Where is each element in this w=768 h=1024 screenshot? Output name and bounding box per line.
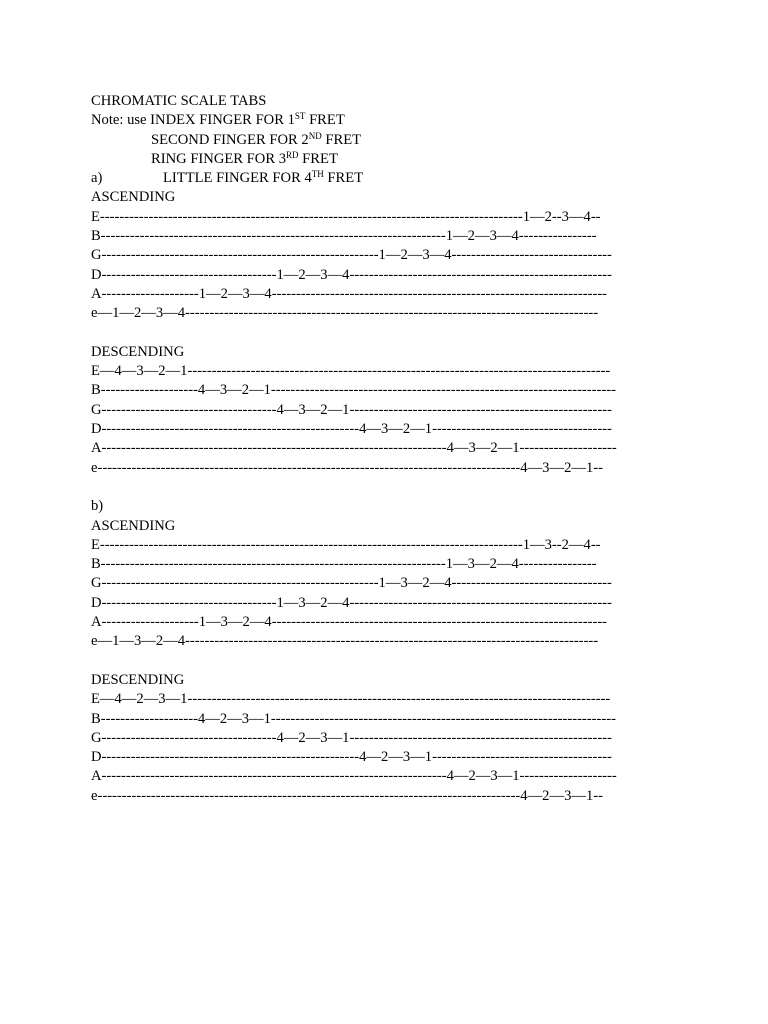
tab-line: D------------------------------------1—3—2—4------------------------------------------------------: [91, 594, 612, 611]
note-suffix: FRET: [321, 131, 362, 148]
tab-line: E---------------------------------------------------------------------------------------1—3--2—4--: [91, 536, 601, 553]
section-heading-descending: DESCENDING: [91, 671, 185, 688]
note-superscript: ST: [294, 111, 306, 122]
tab-line: E—4—2—3—1---------------------------------------------------------------------------------------: [91, 691, 611, 708]
tab-line: G---------------------------------------------------------1—3—2—4---------------------------------: [91, 575, 612, 592]
section-a-label: a): [91, 170, 103, 187]
tab-line: e---------------------------------------------------------------------------------------4—2—3—1--: [91, 787, 603, 804]
note-superscript: RD: [286, 149, 299, 160]
note-line-4: [91, 169, 761, 188]
note-text: RING FINGER FOR 3: [151, 150, 287, 167]
note-suffix: FRET: [298, 150, 338, 167]
tab-line: D-----------------------------------------------------4—3—2—1-------------------------------------: [91, 421, 612, 438]
tab-line: G------------------------------------4—2—3—1------------------------------------------------------: [91, 729, 612, 746]
section-heading-descending: DESCENDING: [91, 343, 185, 360]
document-body: [91, 92, 761, 806]
tab-line: B--------------------4—3—2—1-----------------------------------------------------------------------: [91, 382, 616, 399]
note-suffix: FRET: [305, 112, 345, 129]
tab-line: e—1—3—2—4-------------------------------------------------------------------------------------: [91, 633, 599, 650]
tab-line: B--------------------4—2—3—1-----------------------------------------------------------------------: [91, 710, 616, 727]
tab-line: B-----------------------------------------------------------------------1—3—2—4----------------: [91, 556, 597, 573]
spacer: [91, 324, 761, 343]
note-superscript: TH: [311, 169, 324, 180]
note-text: SECOND FINGER FOR 2: [151, 131, 309, 148]
note-line-2: [91, 131, 761, 150]
tab-line: e---------------------------------------------------------------------------------------4—3—2—1--: [91, 459, 603, 476]
note-superscript: ND: [308, 130, 322, 141]
note-line-1: [91, 111, 761, 130]
page-title: CHROMATIC SCALE TABS: [91, 93, 267, 109]
note-text: LITTLE FINGER FOR 4: [163, 170, 312, 187]
tab-line: A-----------------------------------------------------------------------4—3—2—1--------------------: [91, 440, 617, 457]
tab-line: B-----------------------------------------------------------------------1—2—3—4----------------: [91, 228, 597, 245]
tab-line: E---------------------------------------------------------------------------------------1—2--3—4--: [91, 208, 601, 225]
tab-line: E—4—3—2—1---------------------------------------------------------------------------------------: [91, 363, 611, 380]
section-heading-ascending: ASCENDING: [91, 189, 176, 206]
tab-line: D------------------------------------1—2—3—4------------------------------------------------------: [91, 266, 612, 283]
spacer: [91, 478, 761, 497]
section-heading-ascending: ASCENDING: [91, 517, 176, 534]
note-line-3: [91, 150, 761, 169]
tab-line: G------------------------------------4—3—2—1------------------------------------------------------: [91, 401, 612, 418]
section-b-label: b): [91, 498, 104, 515]
tab-line: A--------------------1—3—2—4---------------------------------------------------------------------: [91, 614, 608, 631]
tab-line: A-----------------------------------------------------------------------4—2—3—1--------------------: [91, 768, 617, 785]
note-text: Note: use INDEX FINGER FOR 1: [91, 112, 295, 129]
spacer: [91, 652, 761, 671]
tab-line: G---------------------------------------------------------1—2—3—4---------------------------------: [91, 247, 612, 264]
tab-line: D-----------------------------------------------------4—2—3—1-------------------------------------: [91, 749, 612, 766]
note-suffix: FRET: [323, 170, 364, 187]
tab-line: e—1—2—3—4-------------------------------------------------------------------------------------: [91, 305, 599, 322]
tab-line: A--------------------1—2—3—4---------------------------------------------------------------------: [91, 285, 608, 302]
